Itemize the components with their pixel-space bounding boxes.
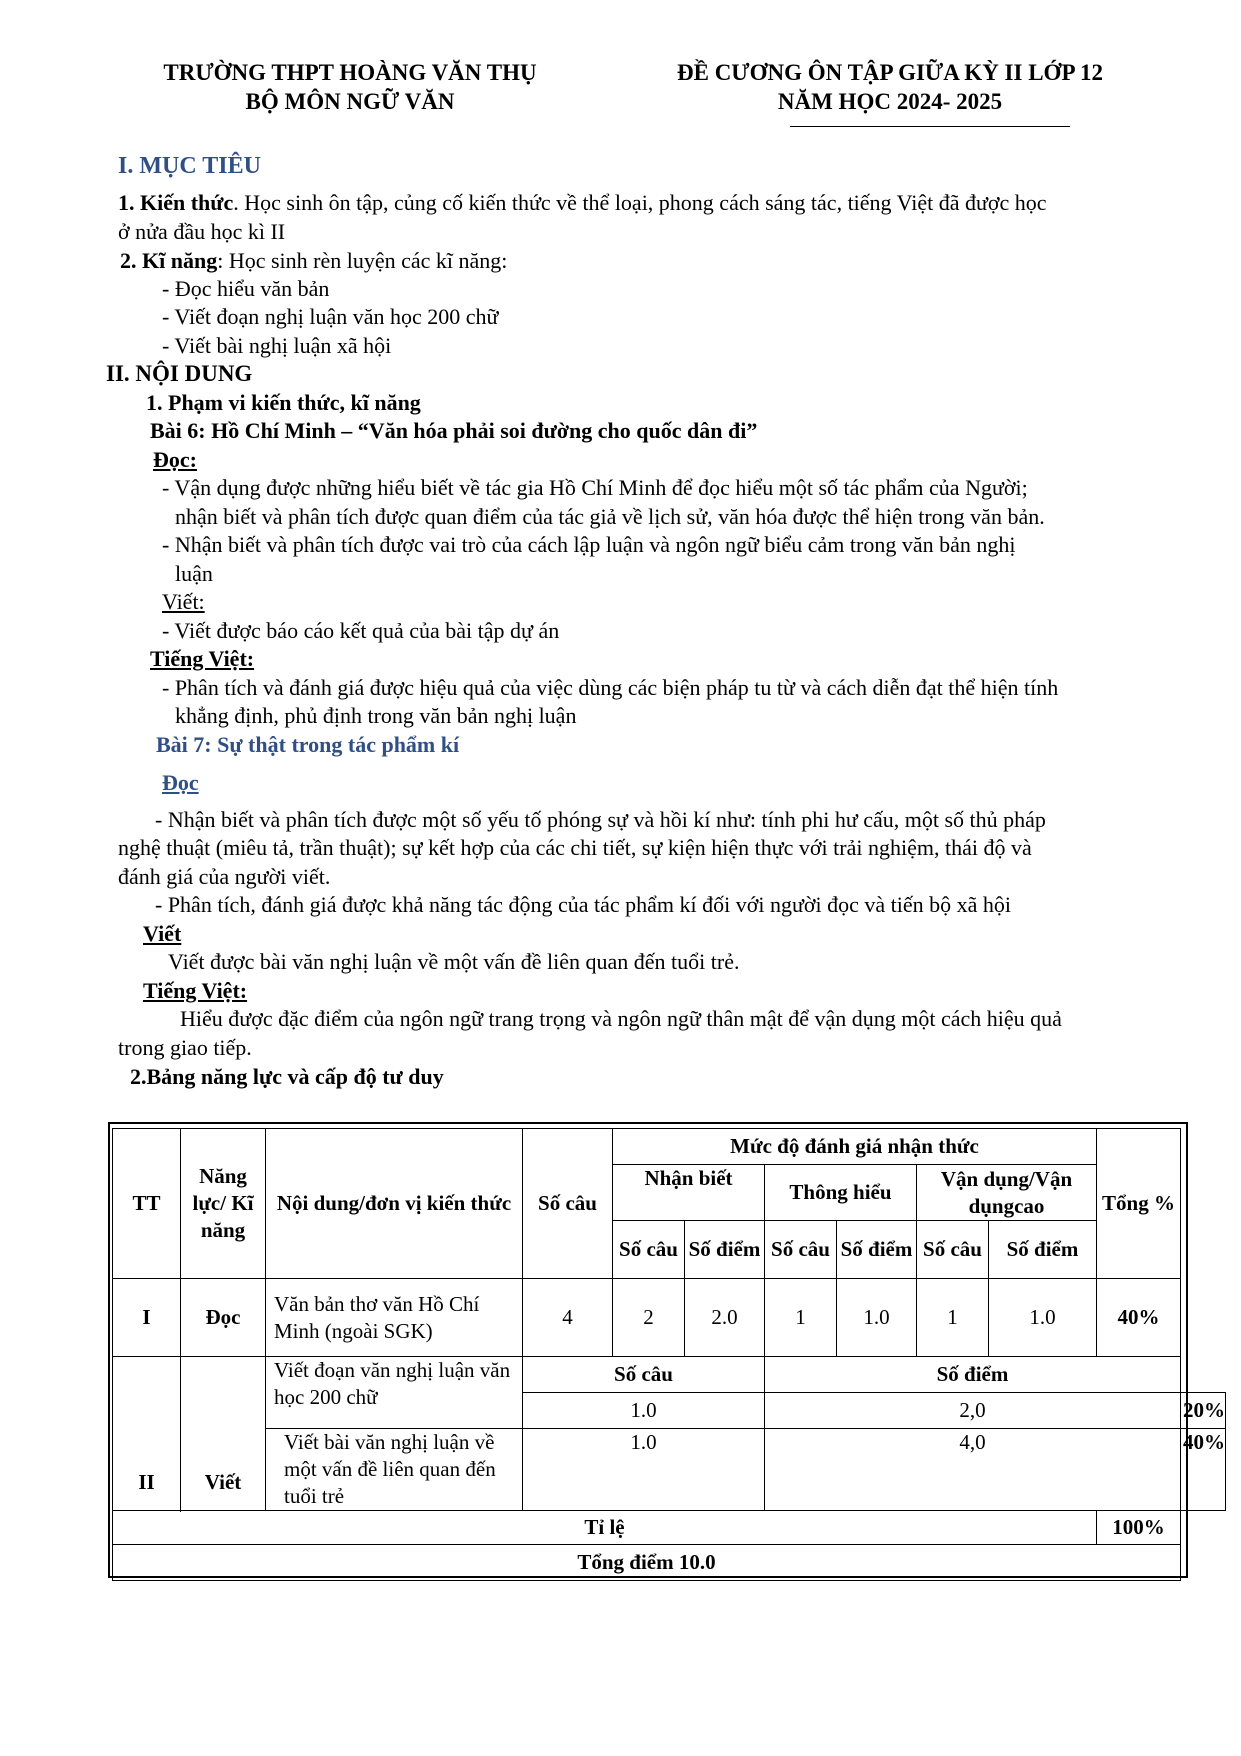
ratio-value: 100% xyxy=(1097,1511,1181,1545)
lesson-7-vietnamese-label: Tiếng Việt: xyxy=(143,978,248,1003)
lesson-7-reading-item: - Nhận biết và phân tích được một số yếu tố phóng sự và hồi kí như: tính phi hư cấu, một số thủ pháp xyxy=(155,807,1046,832)
competency-table xyxy=(112,1128,1226,1581)
header-comprehension: Thông hiểu xyxy=(765,1165,917,1221)
row1-content: Văn bản thơ văn Hồ Chí Minh (ngoài SGK) xyxy=(266,1279,523,1357)
header-question-count: Số câu xyxy=(523,1129,613,1279)
header-sub-count: Số câu xyxy=(613,1221,685,1279)
row1-comprehension-score: 1.0 xyxy=(837,1279,917,1357)
skill-item: - Đọc hiểu văn bản xyxy=(162,276,330,301)
row2-competency: Viết xyxy=(181,1357,266,1511)
row1-comprehension-count: 1 xyxy=(765,1279,837,1357)
writing-item: - Viết được báo cáo kết quả của bài tập dự án xyxy=(162,618,560,643)
row1-recognition-count: 2 xyxy=(613,1279,685,1357)
school-name: TRƯỜNG THPT HOÀNG VĂN THỤ xyxy=(163,60,537,85)
subsection-1-heading: 1. Phạm vi kiến thức, kĩ năng xyxy=(146,390,421,415)
reading-item: - Vận dụng được những hiểu biết về tác gia Hồ Chí Minh để đọc hiểu một số tác phẩm của Người; xyxy=(162,475,1028,500)
header-sub-score: Số điểm xyxy=(837,1221,917,1279)
lesson-7-title: Bài 7: Sự thật trong tác phẩm kí xyxy=(156,732,460,757)
reading-item-cont: nhận biết và phân tích được quan điểm của tác giả về lịch sử, văn hóa được thể hiện trong văn bản. xyxy=(175,504,1045,529)
section-1-heading: I. MỤC TIÊU xyxy=(118,153,261,179)
row1-recognition-score: 2.0 xyxy=(685,1279,765,1357)
reading-item-cont: luận xyxy=(175,561,213,586)
department-name: BỘ MÔN NGỮ VĂN xyxy=(245,89,455,114)
header-application: Vận dụng/Vận dụngcao xyxy=(917,1165,1097,1221)
skills-line xyxy=(120,246,507,275)
header-competency: Năng lực/ Kĩ năng xyxy=(181,1129,266,1279)
header-tt: TT xyxy=(113,1129,181,1279)
lesson-7-reading-item: - Phân tích, đánh giá được khả năng tác động của tác phẩm kí đối với người đọc và tiến bộ xã hội xyxy=(155,892,1012,917)
vietnamese-item-cont: khẳng định, phủ định trong văn bản nghị luận xyxy=(175,703,577,728)
skills-label: 2. Kĩ năng xyxy=(120,248,218,273)
total-score: Tổng điểm 10.0 xyxy=(113,1545,1181,1581)
header-sub-count: Số câu xyxy=(917,1221,989,1279)
row2-content-paragraph: Viết đoạn văn nghị luận văn học 200 chữ xyxy=(266,1357,523,1429)
skills-text: : Học sinh rèn luyện các kĩ năng: xyxy=(217,248,508,273)
row1-question-count: 4 xyxy=(523,1279,613,1357)
row1-competency: Đọc xyxy=(181,1279,266,1357)
row2-header-score: Số điểm xyxy=(765,1357,1181,1393)
writing-label: Viết: xyxy=(162,589,205,614)
header-sub-count: Số câu xyxy=(765,1221,837,1279)
lesson-7-reading-cont: đánh giá của người viết. xyxy=(118,864,331,889)
lesson-7-vietnamese-cont: trong giao tiếp. xyxy=(118,1035,252,1060)
section-2-heading: II. NỘI DUNG xyxy=(106,361,253,386)
row2-essay-count: 1.0 xyxy=(523,1429,765,1511)
knowledge-text: . Học sinh ôn tập, củng cố kiến thức về thể loại, phong cách sáng tác, tiếng Việt đã được học xyxy=(233,190,1047,215)
row2-content-essay: Viết bài văn nghị luận về một vấn đề liên quan đến tuổi trẻ xyxy=(266,1429,523,1511)
header-sub-score: Số điểm xyxy=(989,1221,1097,1279)
header-recognition: Nhận biết xyxy=(613,1165,765,1221)
vietnamese-item: - Phân tích và đánh giá được hiệu quả của việc dùng các biện pháp tu từ và cách diễn đạt thể hiện tính xyxy=(162,675,1059,700)
row2-essay-total: 40% xyxy=(1181,1429,1226,1511)
row2-header-count: Số câu xyxy=(523,1357,765,1393)
row2-paragraph-score: 2,0 xyxy=(765,1393,1181,1429)
knowledge-text-2: ở nửa đầu học kì II xyxy=(118,219,286,244)
reading-item: - Nhận biết và phân tích được vai trò của cách lập luận và ngôn ngữ biểu cảm trong văn bản nghị xyxy=(162,532,1016,557)
school-year: NĂM HỌC 2024- 2025 xyxy=(777,89,1003,114)
row1-tt: I xyxy=(113,1279,181,1357)
row1-application-score: 1.0 xyxy=(989,1279,1097,1357)
ratio-label: Tỉ lệ xyxy=(113,1511,1097,1545)
header-total-percent: Tổng % xyxy=(1097,1129,1181,1279)
row2-essay-score: 4,0 xyxy=(765,1429,1181,1511)
row1-application-count: 1 xyxy=(917,1279,989,1357)
row1-total: 40% xyxy=(1097,1279,1181,1357)
document-title: ĐỀ CƯƠNG ÔN TẬP GIỮA KỲ II LỚP 12 xyxy=(677,60,1103,85)
lesson-7-vietnamese-item: Hiểu được đặc điểm của ngôn ngữ trang trọng và ngôn ngữ thân mật để vận dụng một cách hiệu quả xyxy=(180,1006,1062,1031)
skill-item: - Viết đoạn nghị luận văn học 200 chữ xyxy=(162,304,499,329)
header-underline xyxy=(790,126,1070,127)
skill-item: - Viết bài nghị luận xã hội xyxy=(162,333,392,358)
lesson-6-title: Bài 6: Hồ Chí Minh – “Văn hóa phải soi đường cho quốc dân đi” xyxy=(150,418,758,443)
header-content: Nội dung/đơn vị kiến thức xyxy=(266,1129,523,1279)
row2-tt: II xyxy=(113,1357,181,1511)
knowledge-line xyxy=(118,188,1047,217)
lesson-7-writing-label: Viết xyxy=(143,921,182,946)
header-sub-score: Số điểm xyxy=(685,1221,765,1279)
row2-paragraph-count: 1.0 xyxy=(523,1393,765,1429)
row2-paragraph-total: 20% xyxy=(1181,1393,1226,1429)
lesson-7-reading-cont: nghệ thuật (miêu tả, trần thuật); sự kết hợp của các chi tiết, sự kiện hiện thực với trải nghiệm, thái độ và xyxy=(118,835,1032,860)
lesson-7-reading-label: Đọc xyxy=(162,770,199,795)
subsection-2-heading: 2.Bảng năng lực và cấp độ tư duy xyxy=(130,1064,444,1089)
knowledge-label: 1. Kiến thức xyxy=(118,190,234,215)
lesson-7-writing-item: Viết được bài văn nghị luận về một vấn đề liên quan đến tuổi trẻ. xyxy=(168,949,740,974)
vietnamese-label: Tiếng Việt: xyxy=(150,646,255,671)
header-assessment-level: Mức độ đánh giá nhận thức xyxy=(613,1129,1097,1165)
reading-label: Đọc: xyxy=(153,447,197,472)
